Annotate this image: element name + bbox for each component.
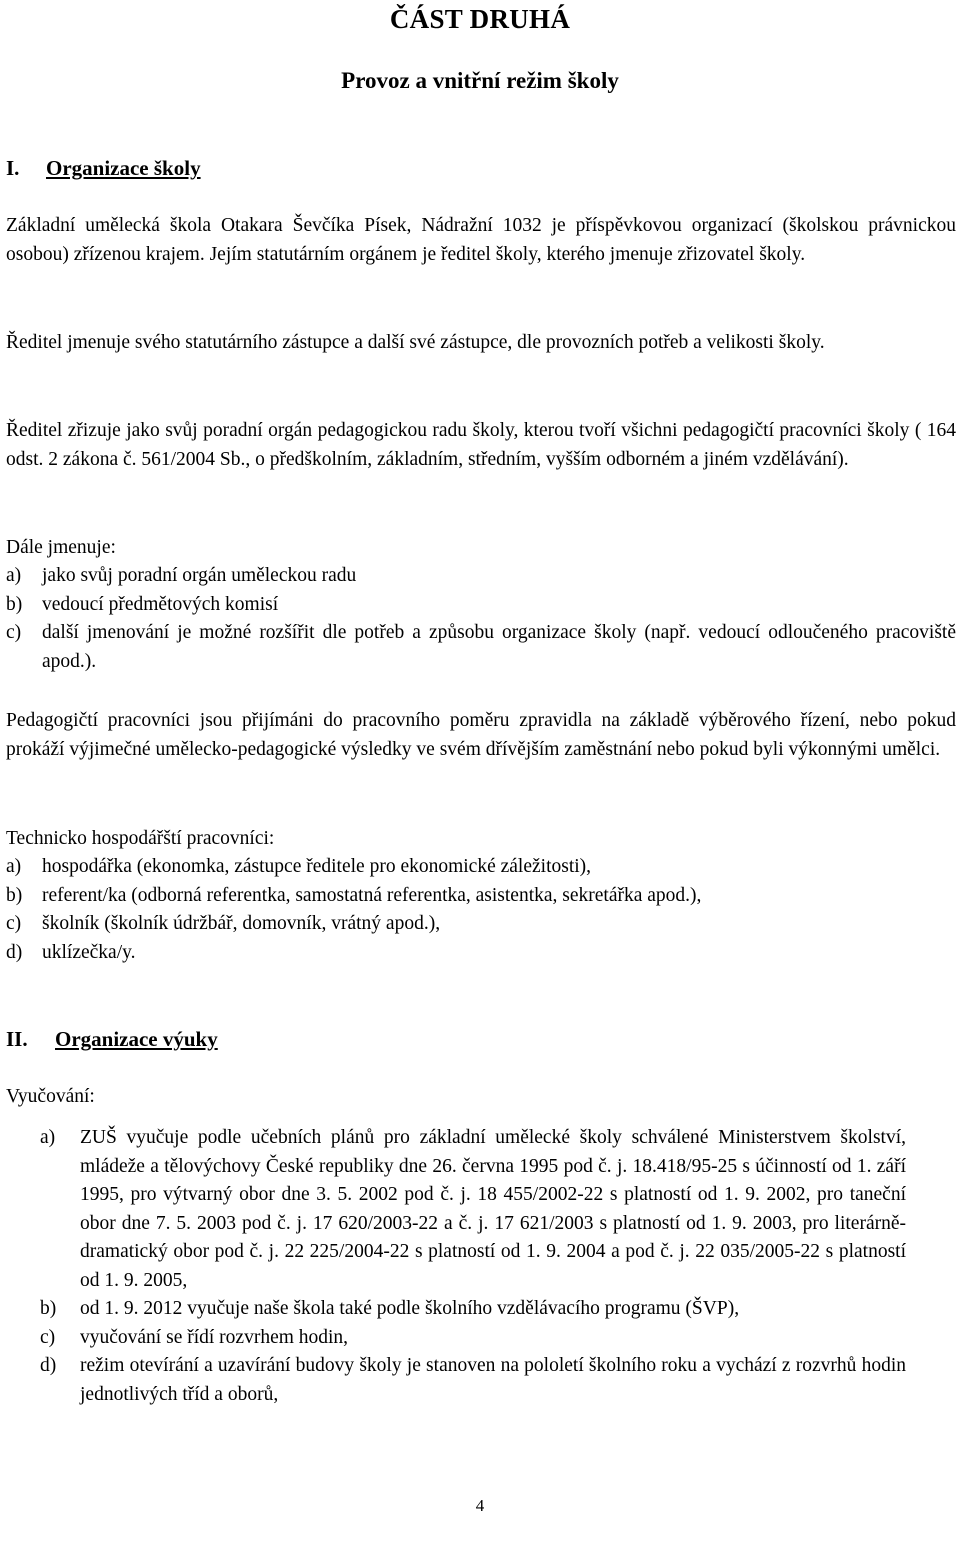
section-title: Organizace výuky bbox=[55, 1027, 218, 1051]
part-title: ČÁST DRUHÁ bbox=[389, 4, 571, 34]
page-number: 4 bbox=[475, 1496, 485, 1515]
paragraph-deputies: Ředitel jmenuje svého statutárního zástupce a další své zástupce, dle provozních potřeb a velikosti školy. bbox=[6, 332, 825, 353]
list-item: c) další jmenování je možné rozšířit dle potřeb a způsobu organizace školy (např. vedoucí odloučeného pracoviště apod.). bbox=[6, 622, 956, 672]
list-item: b) vedoucí předmětových komisí bbox=[6, 593, 279, 615]
section-title: Organizace školy bbox=[46, 156, 201, 180]
section-number: II. bbox=[6, 1027, 28, 1051]
list-item: c) vyučování se řídí rozvrhem hodin, bbox=[40, 1326, 349, 1348]
paragraph-pedagogical-council: Ředitel zřizuje jako svůj poradní orgán pedagogickou radu školy, kterou tvoří všichni pedagogičtí pracovníci školy ( 164 odst. 2 zákona č. 561/2004 Sb., o předškolním, základním, středním, vyšším odborném a jiném vzdělávání). bbox=[6, 420, 956, 470]
appoints-intro: Dále jmenuje: bbox=[6, 537, 116, 558]
list-item: d) režim otevírání a uzavírání budovy školy je stanoven na pololetí školního roku a vychází z rozvrhů hodin jednotlivých tříd a oborů, bbox=[40, 1355, 906, 1405]
tech-staff-list bbox=[6, 853, 956, 967]
section-number: I. bbox=[6, 156, 20, 180]
teaching-list bbox=[6, 1124, 906, 1409]
document-page bbox=[6, 0, 956, 1545]
part-subtitle: Provoz a vnitřní režim školy bbox=[341, 68, 619, 93]
list-item: b) referent/ka (odborná referentka, samostatná referentka, asistentka, sekretářka apod.), bbox=[6, 884, 702, 906]
tech-staff-intro: Technicko hospodářští pracovníci: bbox=[6, 828, 275, 849]
section-heading-1 bbox=[6, 156, 201, 181]
paragraph-hiring: Pedagogičtí pracovníci jsou přijímáni do pracovního poměru zpravidla na základě výběrového řízení, nebo pokud prokáží výjimečné umělecko-pedagogické výsledky ve svém dřívějším zaměstnání nebo pokud byli výkonnými umělci. bbox=[6, 710, 956, 760]
paragraph-organization: Základní umělecká škola Otakara Ševčíka Písek, Nádražní 1032 je příspěvkovou organizací (školskou právnickou osobou) zřízenou krajem. Jejím statutárním orgánem je ředitel školy, kterého jmenuje zřizovatel školy. bbox=[6, 215, 956, 265]
list-item: a) jako svůj poradní orgán uměleckou radu bbox=[6, 565, 357, 586]
appoints-list bbox=[6, 562, 956, 676]
list-item: c) školník (školník údržbář, domovník, vrátný apod.), bbox=[6, 913, 441, 934]
section-heading-2 bbox=[6, 1027, 218, 1052]
list-item: b) od 1. 9. 2012 vyučuje naše škola také podle školního vzdělávacího programu (ŠVP), bbox=[40, 1298, 740, 1319]
list-item: a) ZUŠ vyučuje podle učebních plánů pro základní umělecké školy schválené Ministerstvem školství, mládeže a tělovýchovy České republiky dne 26. června 1995 pod č. j. 18.418/95-25 s účinností od 1. září 1995, pro výtvarný obor dne 3. 5. 2002 pod č. j. 18 455/2002-22 s platností od 1. 9. 2002, pro taneční obor dne 7. 5. 2003 pod č. j. 17 620/2003-22 a č. j. 17 621/2003 s platností od 1. 9. 2003, pro literárně-dramatický obor pod č. j. 22 225/2004-22 s platností od 1. 9. 2004 a pod č. j. 22 035/2005-22 s platností od 1. 9. 2005, bbox=[40, 1127, 906, 1291]
list-item: d) uklízečka/y. bbox=[6, 941, 136, 963]
teaching-intro: Vyučování: bbox=[6, 1086, 95, 1107]
list-item: a) hospodářka (ekonomka, zástupce ředitele pro ekonomické záležitosti), bbox=[6, 856, 592, 877]
